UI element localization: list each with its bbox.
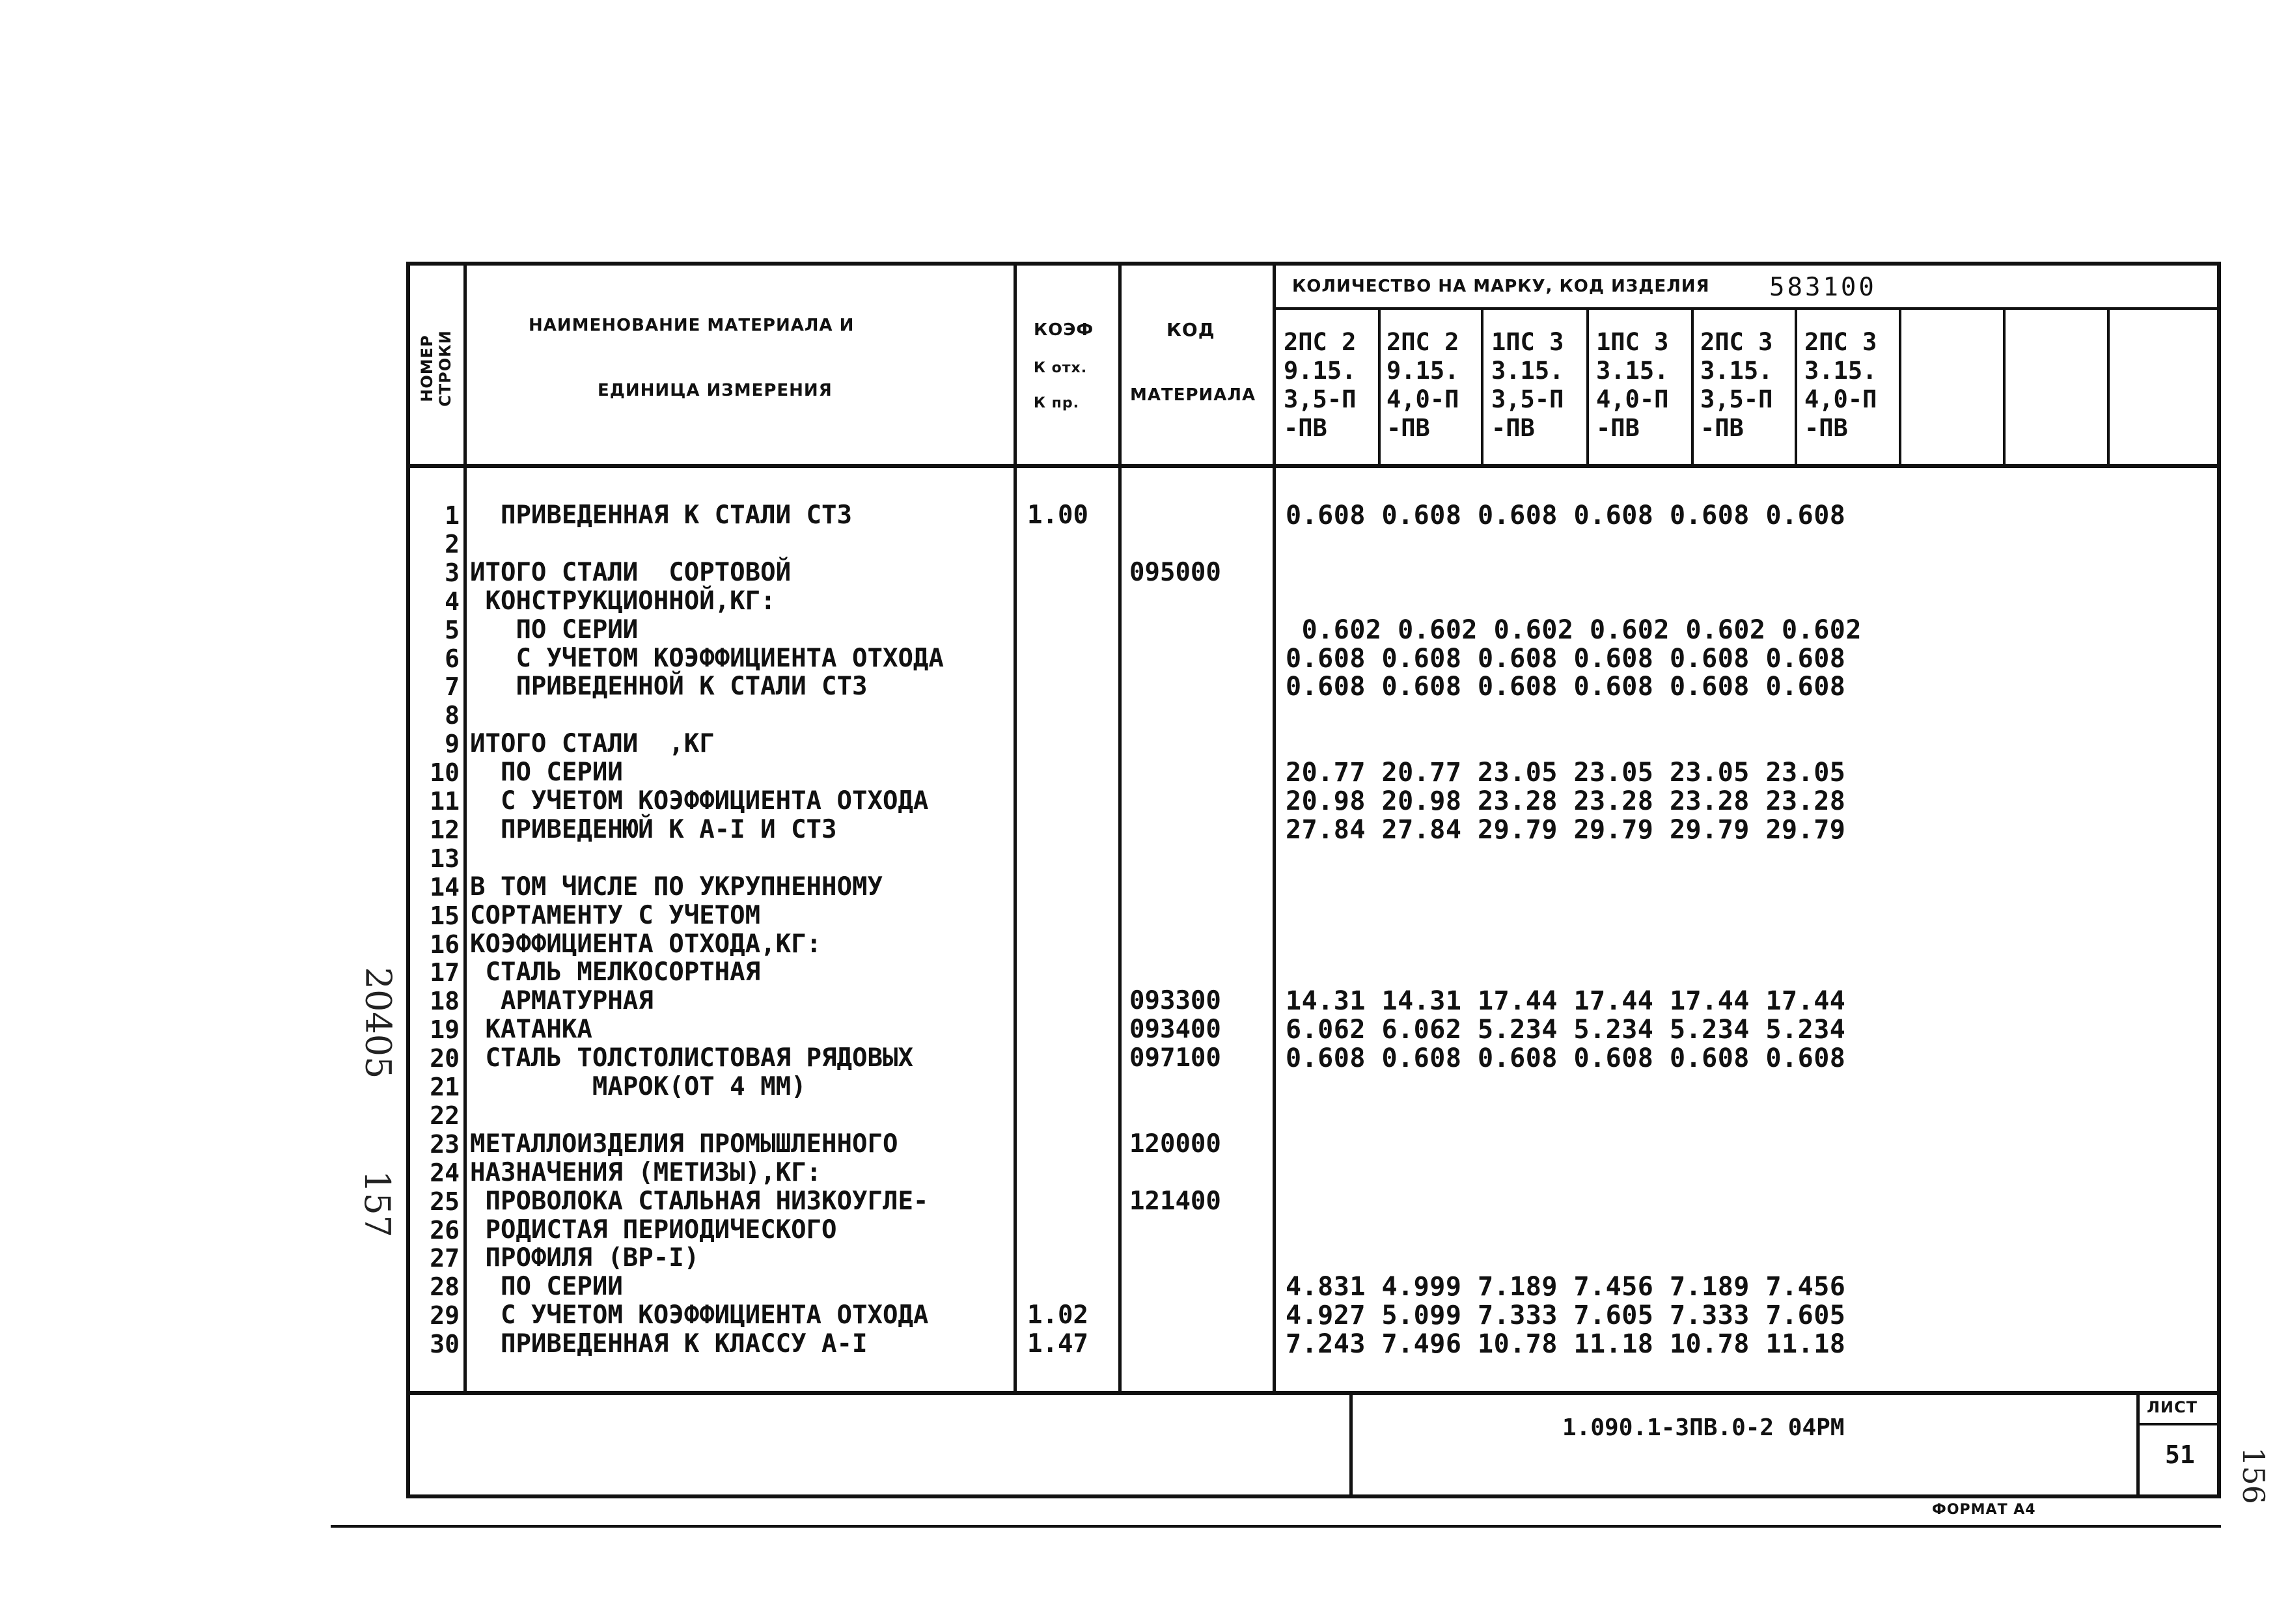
- row-number: 29: [430, 1301, 460, 1330]
- material-name: С УЧЕТОМ КОЭФФИЦИЕНТА ОТХОДА: [470, 786, 929, 816]
- material-name: С УЧЕТОМ КОЭФФИЦИЕНТА ОТХОДА: [470, 1301, 929, 1330]
- mark-sep-6: [1899, 307, 1901, 467]
- quantity-values-row: 6.062 6.062 5.234 5.234 5.234 5.234: [1286, 1015, 1846, 1045]
- row-number: 20: [430, 1044, 460, 1073]
- footer-sep-2: [2136, 1391, 2140, 1498]
- row-number: 1: [445, 501, 460, 530]
- side-number-stamp: 20405: [357, 967, 399, 1079]
- material-name: СОРТАМЕНТУ С УЧЕТОМ: [470, 900, 761, 930]
- mark-header-line: 1ПС 3: [1491, 329, 1564, 355]
- quantity-values-row: 0.608 0.608 0.608 0.608 0.608 0.608: [1286, 672, 1846, 702]
- material-name: ИТОГО СТАЛИ СОРТОВОЙ: [470, 557, 792, 587]
- row-number: 9: [445, 730, 460, 759]
- mark-header-line: -ПВ: [1284, 415, 1327, 441]
- material-header-line1: НАИМЕНОВАНИЕ МАТЕРИАЛА И: [529, 316, 855, 335]
- quantity-values-row: 20.98 20.98 23.28 23.28 23.28 23.28: [1286, 786, 1846, 816]
- mark-header-line: 3,5-П: [1491, 387, 1564, 413]
- material-name: ПРИВЕДЕНЮЙ К А-I И СТ3: [470, 814, 837, 844]
- quantity-values-row: 20.77 20.77 23.05 23.05 23.05 23.05: [1286, 758, 1846, 788]
- material-name: СТАЛЬ ТОЛСТОЛИСТОВАЯ РЯДОВЫХ: [470, 1043, 913, 1073]
- code-header-line1: КОД: [1166, 319, 1215, 340]
- coefficient: 1.47: [1027, 1329, 1088, 1359]
- mark-header-line: 3,5-П: [1284, 387, 1357, 413]
- code-header-line2: МАТЕРИАЛА: [1130, 385, 1256, 405]
- row-number: 17: [430, 958, 460, 987]
- col-sep-code: [1273, 262, 1276, 1394]
- footer-divider: [406, 1391, 2221, 1395]
- row-number: 12: [430, 815, 460, 844]
- product-code: 583100: [1769, 273, 1877, 302]
- material-name: СТАЛЬ МЕЛКОСОРТНАЯ: [470, 957, 761, 987]
- mark-header-line: 3.15.: [1700, 358, 1773, 384]
- material-name: ПО СЕРИИ: [470, 1272, 623, 1302]
- row-number: 24: [430, 1158, 460, 1187]
- material-name: РОДИСТАЯ ПЕРИОДИЧЕСКОГО: [470, 1215, 837, 1245]
- row-number: 25: [430, 1187, 460, 1216]
- qty-header-divider: [1273, 307, 2221, 310]
- mark-header-line: 4,0-П: [1804, 387, 1877, 413]
- mark-header-line: 4,0-П: [1386, 387, 1459, 413]
- quantity-values-row: 7.243 7.496 10.78 11.18 10.78 11.18: [1286, 1329, 1846, 1360]
- quantity-values-row: 4.831 4.999 7.189 7.456 7.189 7.456: [1286, 1272, 1846, 1302]
- row-number: 16: [430, 929, 460, 959]
- col-sep-coef: [1118, 262, 1122, 1394]
- row-number: 7: [445, 672, 460, 702]
- quantity-values-row: 27.84 27.84 29.79 29.79 29.79 29.79: [1286, 814, 1846, 845]
- material-code: 097100: [1129, 1043, 1221, 1073]
- row-number-header: НОМЕР СТРОКИ: [418, 330, 454, 407]
- mark-header-line: 3,5-П: [1700, 387, 1773, 413]
- row-number: 26: [430, 1215, 460, 1245]
- mark-header-line: 3.15.: [1804, 358, 1877, 384]
- material-name: ПО СЕРИИ: [470, 758, 623, 788]
- material-name: МАРОК(ОТ 4 ММ): [470, 1072, 807, 1101]
- mark-sep-4: [1691, 307, 1694, 467]
- row-number: 4: [445, 586, 460, 616]
- mark-header-line: 2ПС 2: [1284, 329, 1357, 355]
- material-name: ПРИВЕДЕННАЯ К СТАЛИ СТ3: [470, 501, 852, 530]
- quantity-values-row: 0.608 0.608 0.608 0.608 0.608 0.608: [1286, 1043, 1846, 1074]
- row-number: 23: [430, 1129, 460, 1159]
- mark-header-line: 4,0-П: [1596, 387, 1669, 413]
- mark-header-line: 2ПС 3: [1700, 329, 1773, 355]
- mark-sep-8: [2107, 307, 2110, 467]
- sheet-label: ЛИСТ: [2147, 1398, 2198, 1416]
- material-name: ИТОГО СТАЛИ ,КГ: [470, 729, 715, 759]
- row-number: 15: [430, 901, 460, 930]
- mark-header-line: 1ПС 3: [1596, 329, 1669, 355]
- material-name: ПРИВЕДЕННОЙ К СТАЛИ СТ3: [470, 672, 868, 702]
- material-header-line2: ЕДИНИЦА ИЗМЕРЕНИЯ: [598, 381, 833, 400]
- material-code: 095000: [1129, 557, 1221, 587]
- mark-header-line: 9.15.: [1284, 358, 1357, 384]
- mark-header-line: -ПВ: [1804, 415, 1848, 441]
- row-number: 19: [430, 1015, 460, 1045]
- material-name: ПРИВЕДЕННАЯ К КЛАССУ А-I: [470, 1329, 868, 1359]
- material-name: КАТАНКА: [470, 1015, 592, 1045]
- row-number: 30: [430, 1330, 460, 1359]
- mark-header-line: 9.15.: [1386, 358, 1459, 384]
- qty-header-title: КОЛИЧЕСТВО НА МАРКУ, КОД ИЗДЕЛИЯ: [1292, 277, 1710, 296]
- material-code: 120000: [1129, 1129, 1221, 1159]
- mark-sep-5: [1795, 307, 1797, 467]
- row-number: 11: [430, 787, 460, 816]
- mark-sep-1: [1378, 307, 1381, 467]
- material-name: НАЗНАЧЕНИЯ (МЕТИЗЫ),КГ:: [470, 1157, 822, 1187]
- material-code: 121400: [1129, 1186, 1221, 1216]
- format-label: ФОРМАТ А4: [1932, 1502, 2036, 1518]
- mark-header-line: 2ПС 3: [1804, 329, 1877, 355]
- document-code: 1.090.1-3ПВ.0-2 04РМ: [1562, 1414, 1845, 1441]
- bottom-rule: [331, 1525, 2221, 1528]
- quantity-values-row: 0.608 0.608 0.608 0.608 0.608 0.608: [1286, 643, 1846, 674]
- row-number: 8: [445, 701, 460, 730]
- material-name: КОНСТРУКЦИОННОЙ,КГ:: [470, 586, 776, 616]
- coef-header-pr: К пр.: [1034, 395, 1079, 411]
- coefficient: 1.02: [1027, 1301, 1088, 1330]
- quantity-values-row: 4.927 5.099 7.333 7.605 7.333 7.605: [1286, 1301, 1846, 1331]
- quantity-values-row: 14.31 14.31 17.44 17.44 17.44 17.44: [1286, 986, 1846, 1017]
- coefficient: 1.00: [1027, 501, 1088, 530]
- mark-header-line: -ПВ: [1596, 415, 1640, 441]
- quantity-values-row: 0.602 0.602 0.602 0.602 0.602 0.602: [1286, 614, 1862, 645]
- material-name: АРМАТУРНАЯ: [470, 986, 654, 1016]
- mark-header-line: -ПВ: [1386, 415, 1430, 441]
- row-number: 5: [445, 615, 460, 644]
- material-name: ПРОВОЛОКА СТАЛЬНАЯ НИЗКОУГЛЕ-: [470, 1186, 929, 1216]
- quantity-values-row: 0.608 0.608 0.608 0.608 0.608 0.608: [1286, 501, 1846, 530]
- material-name: В ТОМ ЧИСЛЕ ПО УКРУПНЕННОМУ: [470, 872, 883, 901]
- row-number: 27: [430, 1244, 460, 1273]
- material-name: С УЧЕТОМ КОЭФФИЦИЕНТА ОТХОДА: [470, 643, 944, 673]
- side-page-stamp: 157: [357, 1170, 398, 1238]
- row-number: 10: [430, 758, 460, 788]
- material-code: 093400: [1129, 1015, 1221, 1045]
- row-number: 3: [445, 558, 460, 587]
- col-sep-rownum: [463, 262, 467, 1394]
- material-name: ПО СЕРИИ: [470, 614, 639, 644]
- row-number: 2: [445, 529, 460, 558]
- mark-header-line: 3.15.: [1491, 358, 1564, 384]
- material-name: КОЭФФИЦИЕНТА ОТХОДА,КГ:: [470, 929, 822, 959]
- mark-header-line: 3.15.: [1596, 358, 1669, 384]
- col-sep-material: [1014, 262, 1017, 1394]
- row-number: 13: [430, 844, 460, 873]
- corner-page-stamp: 156: [2235, 1447, 2271, 1504]
- coef-header-title: КОЭФ: [1034, 320, 1094, 340]
- row-number: 28: [430, 1273, 460, 1302]
- footer-sep-1: [1349, 1391, 1353, 1498]
- mark-header-line: -ПВ: [1700, 415, 1744, 441]
- coef-header-otx: К отх.: [1034, 360, 1088, 376]
- sheet-number: 51: [2165, 1440, 2195, 1469]
- mark-header-line: -ПВ: [1491, 415, 1535, 441]
- row-number: 22: [430, 1101, 460, 1130]
- header-divider: [406, 464, 2221, 468]
- row-number: 14: [430, 872, 460, 901]
- row-number: 6: [445, 644, 460, 673]
- material-code: 093300: [1129, 986, 1221, 1016]
- mark-sep-2: [1481, 307, 1483, 467]
- material-name: МЕТАЛЛОИЗДЕЛИЯ ПРОМЫШЛЕННОГО: [470, 1129, 898, 1159]
- sheet-label-divider: [2136, 1423, 2221, 1425]
- mark-header-line: 2ПС 2: [1386, 329, 1459, 355]
- row-number: 18: [430, 987, 460, 1016]
- mark-sep-3: [1586, 307, 1589, 467]
- row-number: 21: [430, 1073, 460, 1101]
- material-name: ПРОФИЛЯ (ВР-I): [470, 1243, 700, 1273]
- mark-sep-7: [2003, 307, 2006, 467]
